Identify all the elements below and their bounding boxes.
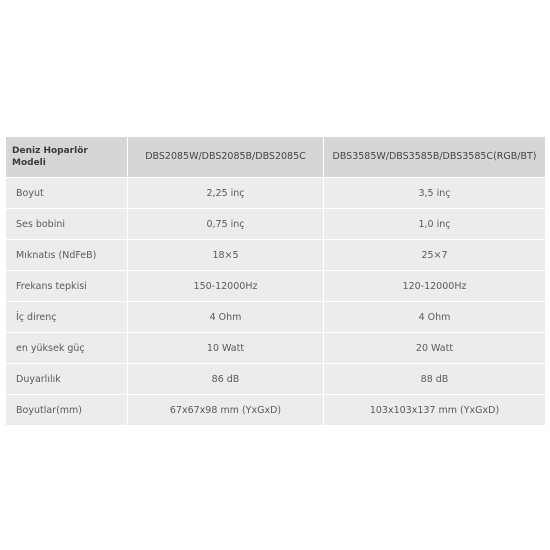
cell-model-b: 20 Watt (324, 333, 546, 364)
table-row (6, 364, 546, 395)
cell-model-b: 88 dB (324, 364, 546, 395)
table-header-row (6, 137, 546, 178)
row-label: Boyut (6, 178, 128, 209)
header-model-a: DBS2085W/DBS2085B/DBS2085C (128, 137, 324, 178)
cell-model-a: 18×5 (128, 240, 324, 271)
cell-model-b: 4 Ohm (324, 302, 546, 333)
cell-model-b: 103x103x137 mm (YxGxD) (324, 395, 546, 426)
cell-model-a: 86 dB (128, 364, 324, 395)
table-row (6, 395, 546, 426)
row-label: en yüksek güç (6, 333, 128, 364)
table-row (6, 271, 546, 302)
row-label: Ses bobini (6, 209, 128, 240)
table-row (6, 302, 546, 333)
cell-model-a: 67x67x98 mm (YxGxD) (128, 395, 324, 426)
row-label: İç direnç (6, 302, 128, 333)
cell-model-a: 4 Ohm (128, 302, 324, 333)
spec-table (5, 136, 546, 426)
cell-model-b: 1,0 inç (324, 209, 546, 240)
cell-model-b: 25×7 (324, 240, 546, 271)
cell-model-a: 10 Watt (128, 333, 324, 364)
cell-model-a: 0,75 inç (128, 209, 324, 240)
table-row (6, 240, 546, 271)
header-model-b: DBS3585W/DBS3585B/DBS3585C(RGB/BT) (324, 137, 546, 178)
row-label: Boyutlar(mm) (6, 395, 128, 426)
cell-model-b: 120-12000Hz (324, 271, 546, 302)
cell-model-a: 2,25 inç (128, 178, 324, 209)
row-label: Frekans tepkisi (6, 271, 128, 302)
cell-model-b: 3,5 inç (324, 178, 546, 209)
table-row (6, 333, 546, 364)
row-label: Duyarlılık (6, 364, 128, 395)
cell-model-a: 150-12000Hz (128, 271, 324, 302)
table-row (6, 178, 546, 209)
row-label: Mıknatıs (NdFeB) (6, 240, 128, 271)
table-row (6, 209, 546, 240)
header-label: Deniz Hoparlör Modeli (6, 137, 128, 178)
